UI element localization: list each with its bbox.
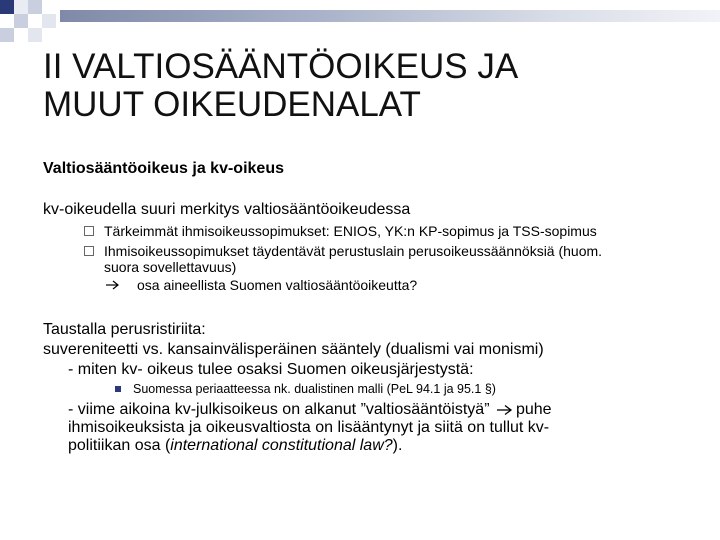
closing-line3 — [68, 437, 402, 455]
bullet-2-line2: suora sovellettavuus) — [104, 259, 237, 275]
section1-heading: Valtiosääntöoikeus ja kv-oikeus — [43, 160, 284, 177]
square-bullet-icon — [115, 386, 121, 392]
section2-line1: Taustalla perusristiriita: — [43, 321, 206, 338]
closing-line3-start: politiikan osa ( — [68, 437, 171, 454]
bullet-2-line1: Ihmisoikeussopimukset täydentävät perustuslain perusoikeussäännöksiä (huom. — [104, 243, 603, 259]
bullet-1-text: Tärkeimmät ihmisoikeussopimukset: ENIOS, YK:n KP-sopimus ja TSS-sopimus — [104, 223, 597, 239]
top-decor-bar — [60, 10, 720, 22]
checkbox-bullet-icon — [84, 226, 94, 236]
closing-line2: ihmisoikeuksista ja oikeusvaltiosta on lisääntynyt ja siitä on tullut kv- — [68, 419, 550, 436]
closing-line3-italic: international constitutional law? — [170, 437, 393, 454]
right-arrow-icon — [106, 280, 120, 290]
section2-line3: - miten kv- oikeus tulee osaksi Suomen oikeusjärjestystä: — [68, 361, 474, 378]
section2-bullet: Suomessa periaatteessa nk. dualistinen malli (PeL 94.1 ja 95.1 §) — [133, 382, 496, 396]
closing-line1 — [68, 401, 552, 419]
section1-intro: kv-oikeudella suuri merkitys valtiosääntöoikeudessa — [43, 201, 411, 218]
title-line-2: MUUT OIKEUDENALAT — [43, 85, 421, 124]
section2-line2: suvereniteetti vs. kansainvälisperäinen sääntely (dualismi vai monismi) — [43, 341, 544, 358]
closing-line1-end: puhe — [515, 401, 552, 418]
right-arrow-icon — [497, 404, 513, 416]
closing-line1-text: - viime aikoina kv-julkisoikeus on alkanut ”valtiosääntöistyä” — [68, 401, 490, 418]
title-line-1: II VALTIOSÄÄNTÖOIKEUS JA — [43, 47, 519, 86]
closing-line3-end: ). — [392, 437, 403, 454]
arrow-text: osa aineellista Suomen valtiosääntöoikeutta? — [137, 277, 418, 293]
slide-title — [43, 48, 693, 124]
checkbox-bullet-icon — [84, 246, 94, 256]
